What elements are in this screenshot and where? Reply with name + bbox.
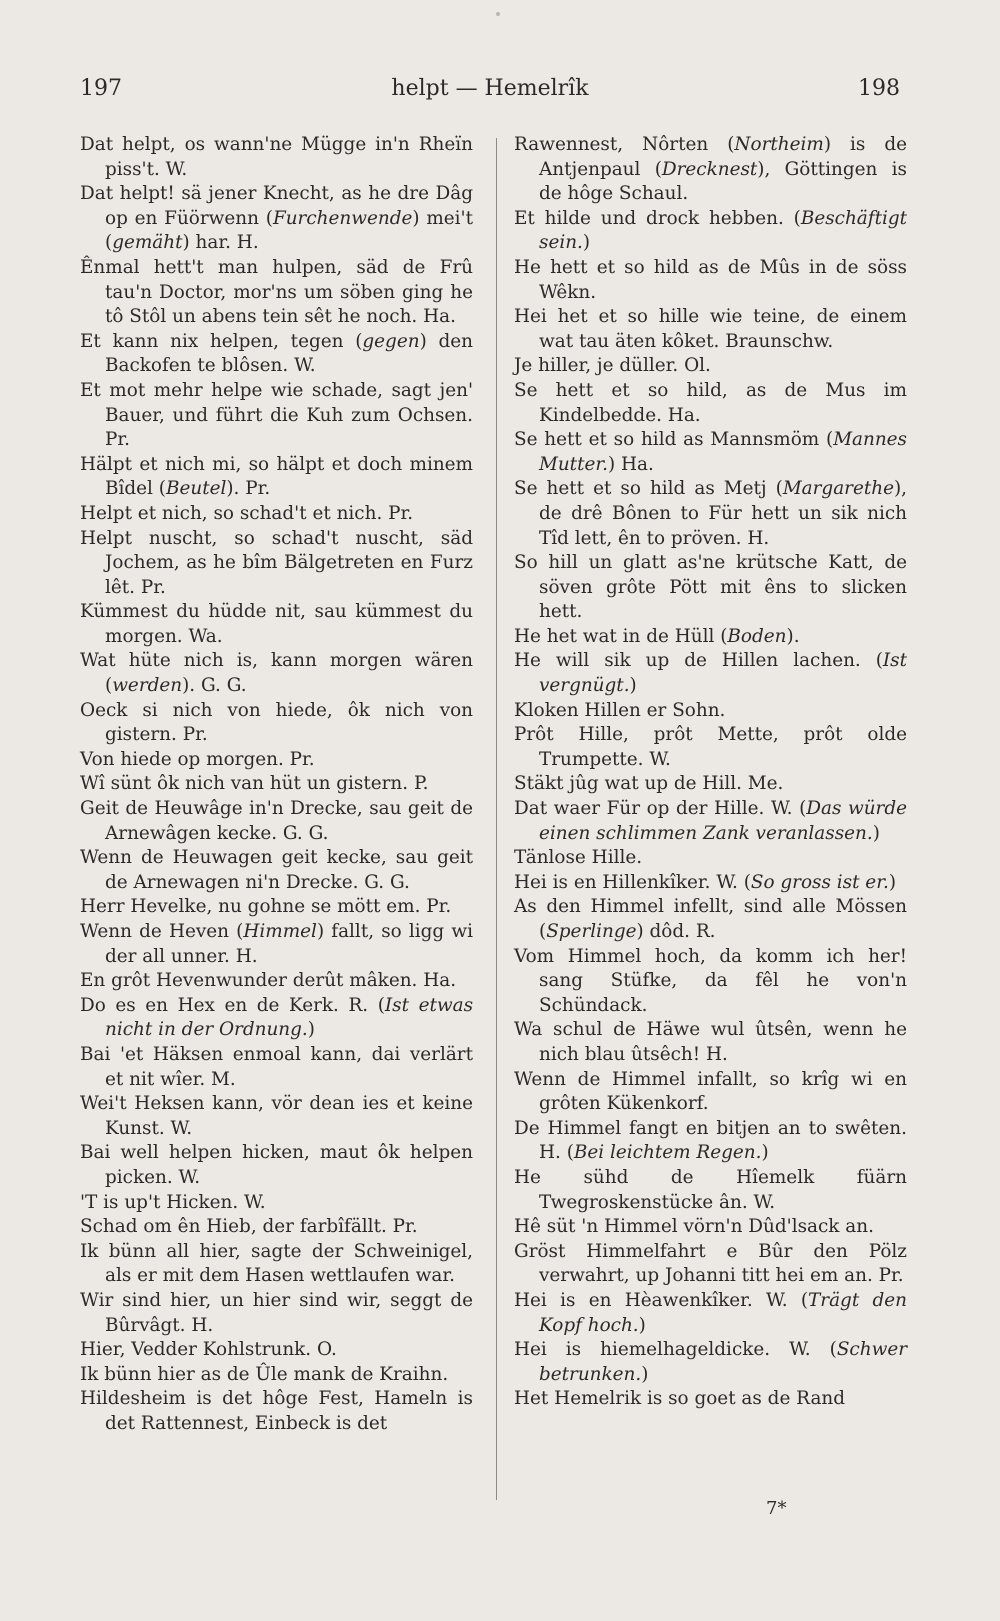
proverb-entry [80, 895, 473, 920]
entry-text: Dat helpt, os wann'ne Mügge in'n Rheïn piss't. W. [80, 134, 473, 180]
gloss-text: Margarethe [782, 478, 894, 500]
proverb-entry [80, 453, 473, 502]
entry-text: Et mot mehr helpe wie schade, sagt jen' Bauer, und führt die Kuh zum Ochsen. Pr. [80, 379, 473, 451]
proverb-entry [80, 969, 473, 994]
proverb-entry [80, 330, 473, 379]
entry-text: ), Göttingen is de hôge Schaul. [539, 158, 907, 205]
proverb-entry [514, 723, 907, 772]
gloss-text: Das würde einen schlimmen Zank veranlassen. [539, 798, 907, 844]
proverb-entry [514, 772, 907, 797]
entry-text: ), de drê Bônen to Für hett un sik nich Tîd lett, ên to pröven. H. [539, 478, 907, 549]
entry-text: ) fallt, so ligg wi der all unner. H. [105, 921, 473, 967]
proverb-entry [514, 1338, 907, 1387]
entry-text: Stäkt jûg wat up de Hill. Me. [514, 773, 784, 795]
gloss-text: Beschäftigt sein. [539, 207, 907, 254]
proverb-entry [514, 871, 907, 896]
proverb-entry [514, 1240, 907, 1289]
signature-mark: 7* [766, 1498, 787, 1519]
proverb-entry [80, 1338, 473, 1363]
right-column [514, 133, 907, 1412]
proverb-entry [514, 551, 907, 625]
entry-text: ) den Backofen te blôsen. W. [105, 330, 473, 377]
proverb-entry [80, 1363, 473, 1388]
entry-text: Et kann nix helpen, tegen ( [80, 330, 363, 352]
proverb-entry [514, 1117, 907, 1166]
entry-text: ) [629, 675, 637, 697]
entry-text: Schad om ên Hieb, der farbîfällt. Pr. [80, 1216, 418, 1238]
page-number-right: 198 [858, 76, 900, 101]
proverb-entry [514, 1166, 907, 1215]
entry-text: ) [307, 1019, 315, 1041]
gloss-text: Himmel [243, 921, 317, 942]
entry-text: ) mei't ( [105, 207, 473, 254]
entry-text: Bai well helpen hicken, maut ôk helpen picken. W. [80, 1142, 473, 1188]
proverb-entry [80, 1141, 473, 1190]
entry-text: Helpt et nich, so schad't et nich. Pr. [80, 502, 414, 524]
gloss-text: Schwer betrunken. [539, 1339, 907, 1385]
proverb-entry [514, 256, 907, 305]
entry-text: Het Hemelrik is so goet as de Rand [514, 1388, 846, 1410]
proverb-entry [514, 1018, 907, 1067]
proverb-entry [514, 305, 907, 354]
proverb-entry [514, 625, 907, 650]
entry-text: Kloken Hillen er Sohn. [514, 699, 726, 721]
proverb-entry [514, 354, 907, 379]
proverb-entry [514, 945, 907, 1019]
entry-text: Rawennest, Nôrten ( [514, 134, 735, 155]
proverb-entry [80, 182, 473, 256]
gloss-text: Mannes Mutter. [539, 429, 907, 475]
proverb-entry [80, 600, 473, 649]
entry-text: He het wat in de Hüll ( [514, 625, 728, 647]
left-column [80, 133, 473, 1436]
entry-text: Do es en Hex en de Kerk. R. ( [80, 994, 385, 1016]
entry-text: Vom Himmel hoch, da komm ich her! sang Stüfke, da fêl he von'n Schündack. [514, 945, 907, 1016]
entry-text: ) [761, 1142, 769, 1164]
column-divider [496, 138, 497, 1500]
entry-text: Dat helpt! sä jener Knecht, as he dre Dâg op en Füörwenn ( [80, 183, 473, 229]
page-number-left: 197 [80, 76, 122, 101]
proverb-entry [80, 1092, 473, 1141]
entry-text: Bai 'et Häksen enmoal kann, dai verlärt et nit wîer. M. [80, 1043, 473, 1090]
proverb-entry [514, 1068, 907, 1117]
entry-text: Oeck si nich von hiede, ôk nich von gistern. Pr. [80, 699, 473, 746]
entry-text: Tänlose Hille. [514, 847, 643, 869]
entry-text: Wir sind hier, un hier sind wir, seggt de Bûrvâgt. H. [80, 1289, 473, 1336]
proverb-entry [514, 1289, 907, 1338]
proverb-entry [80, 649, 473, 698]
proverb-entry [80, 1240, 473, 1289]
entry-text: ). G. G. [182, 675, 247, 697]
entry-text: Hildesheim is det hôge Fest, Hameln is det Rattennest, Einbeck is det [80, 1388, 473, 1434]
entry-text: Hei is en Hèawenkîker. W. ( [514, 1289, 809, 1311]
entry-text: So hill un glatt as'ne krütsche Katt, de söven grôte Pött mit êns to slicken hett. [514, 552, 907, 623]
entry-text: Hei is en Hillenkîker. W. ( [514, 871, 751, 893]
proverb-entry [514, 379, 907, 428]
entry-text: Wî sünt ôk nich van hüt un gistern. P. [80, 773, 429, 795]
entry-text: En grôt Hevenwunder derût mâken. Ha. [80, 970, 457, 992]
gloss-text: Ist etwas nicht in der Ordnung. [105, 994, 474, 1041]
entry-text: Wa schul de Häwe wul ûtsên, wenn he nich blau ûtsêch! H. [514, 1019, 907, 1065]
entry-text: ) [888, 871, 896, 893]
gloss-text: Drecknest [661, 158, 758, 180]
entry-text: ) [638, 1314, 646, 1336]
proverb-entry [80, 256, 473, 330]
entry-text: ) Ha. [607, 453, 654, 475]
entry-text: Hier, Vedder Kohlstrunk. O. [80, 1339, 337, 1361]
entry-text: Kümmest du hüdde nit, sau kümmest du morgen. Wa. [80, 601, 473, 647]
gloss-text: Bei leichtem Regen. [573, 1142, 762, 1164]
proverb-entry [80, 699, 473, 748]
entry-text: ) [641, 1363, 649, 1385]
entry-text: ) [872, 822, 880, 844]
running-header [80, 76, 900, 110]
proverb-entry [514, 846, 907, 871]
proverb-entry [514, 207, 907, 256]
proverb-entry [80, 748, 473, 773]
gloss-text: So gross ist er. [750, 871, 889, 893]
entry-text: Wat hüte nich is, kann morgen wären ( [80, 650, 473, 697]
proverb-entry [80, 772, 473, 797]
entry-text: 'T is up't Hicken. W. [80, 1191, 266, 1213]
proverb-entry [80, 1289, 473, 1338]
entry-text: Wenn de Heven ( [80, 921, 244, 942]
entry-text: Ênmal hett't man hulpen, säd de Frû tau'n Doctor, mor'ns um söben ging he tô Stôl un abens tein sêt he noch. Ha. [80, 256, 473, 328]
entry-text: Wenn de Himmel infallt, so krîg wi en grôten Kükenkorf. [514, 1068, 907, 1115]
proverb-entry [514, 797, 907, 846]
entry-text: Se hett et so hild as Mannsmöm ( [514, 429, 834, 451]
entry-text: Hê süt 'n Himmel vörn'n Dûd'lsack an. [514, 1216, 874, 1238]
entry-text: ) har. H. [182, 232, 259, 254]
entry-text: ). Pr. [226, 478, 271, 500]
entry-text: De Himmel fangt en bitjen an to swêten. H. ( [514, 1117, 907, 1164]
gloss-text: gegen [362, 330, 420, 352]
proverb-entry [514, 428, 907, 477]
entry-text: Et hilde und drock hebben. ( [514, 207, 801, 229]
entry-text: Helpt nuscht, so schad't nuscht, säd Jochem, as he bîm Bälgetreten en Furz lêt. Pr. [80, 527, 473, 598]
entry-text: Gröst Himmelfahrt e Bûr den Pölz verwahrt, up Johanni titt hei em an. Pr. [514, 1240, 907, 1287]
proverb-entry [80, 1215, 473, 1240]
entry-text: Ik bünn all hier, sagte der Schweinigel, als er mit dem Hasen wettlaufen war. [80, 1240, 473, 1287]
gloss-text: Ist vergnügt. [539, 650, 907, 697]
gloss-text: Sperlinge [546, 921, 637, 942]
gloss-text: werden [112, 675, 183, 697]
proverb-entry [80, 502, 473, 527]
entry-text: Se hett et so hild as Metj ( [514, 478, 783, 500]
proverb-entry [80, 527, 473, 601]
entry-text: Prôt Hille, prôt Mette, prôt olde Trumpette. W. [514, 724, 907, 770]
gloss-text: gemäht [112, 232, 183, 254]
entry-text: He sühd de Hîemelk füärn Twegroskenstücke ân. W. [514, 1166, 907, 1213]
gloss-text: Beutel [165, 478, 227, 500]
proverb-entry [514, 699, 907, 724]
entry-text: Se hett et so hild, as de Mus im Kindelbedde. Ha. [514, 379, 907, 426]
proverb-entry [80, 1191, 473, 1216]
entry-text: As den Himmel infellt, sind alle Mössen ( [514, 896, 907, 942]
entry-text: Hei is hiemelhageldicke. W. ( [514, 1339, 837, 1361]
entry-text: Von hiede op morgen. Pr. [80, 748, 315, 770]
speck [496, 12, 500, 16]
entry-text: Wenn de Heuwagen geit kecke, sau geit de Arnewagen ni'n Drecke. G. G. [80, 847, 473, 893]
proverb-entry [514, 477, 907, 551]
gloss-text: Boden [727, 625, 787, 647]
proverb-entry [80, 920, 473, 969]
proverb-entry [80, 846, 473, 895]
gloss-text: Trägt den Kopf hoch. [539, 1289, 908, 1336]
proverb-entry [80, 1387, 473, 1436]
entry-text: Wei't Heksen kann, vör dean ies et keine Kunst. W. [80, 1093, 473, 1139]
entry-text: ). [786, 625, 800, 647]
entry-text: He hett et so hild as de Mûs in de söss Wêkn. [514, 256, 907, 303]
entry-text: He will sik up de Hillen lachen. ( [514, 650, 883, 672]
entry-text: Herr Hevelke, nu gohne se mött em. Pr. [80, 896, 452, 918]
running-title: helpt — Hemelrîk [391, 76, 589, 101]
entry-text: ) is de Antjenpaul ( [539, 134, 908, 180]
proverb-entry [514, 649, 907, 698]
proverb-entry [80, 133, 473, 182]
proverb-entry [80, 994, 473, 1043]
proverb-entry [80, 379, 473, 453]
proverb-entry [514, 1387, 907, 1412]
entry-text: Hei het et so hille wie teine, de einem wat tau äten kôket. Braunschw. [514, 306, 907, 352]
proverb-entry [80, 797, 473, 846]
proverb-entry [514, 895, 907, 944]
gloss-text: Furchenwende [272, 207, 413, 229]
entry-text: Ik bünn hier as de Ûle mank de Kraihn. [80, 1363, 449, 1385]
gloss-text: Northeim [734, 134, 824, 155]
entry-text: Je hiller, je düller. Ol. [514, 355, 711, 377]
entry-text: Hälpt et nich mi, so hälpt et doch minem Bîdel ( [80, 453, 473, 500]
proverb-entry [514, 133, 907, 207]
entry-text: ) dôd. R. [636, 921, 716, 942]
entry-text: Geit de Heuwâge in'n Drecke, sau geit de Arnewâgen kecke. G. G. [80, 798, 473, 844]
entry-text: Dat waer Für op der Hille. W. ( [514, 798, 807, 820]
proverb-entry [514, 1215, 907, 1240]
proverb-entry [80, 1043, 473, 1092]
entry-text: ) [582, 232, 591, 254]
